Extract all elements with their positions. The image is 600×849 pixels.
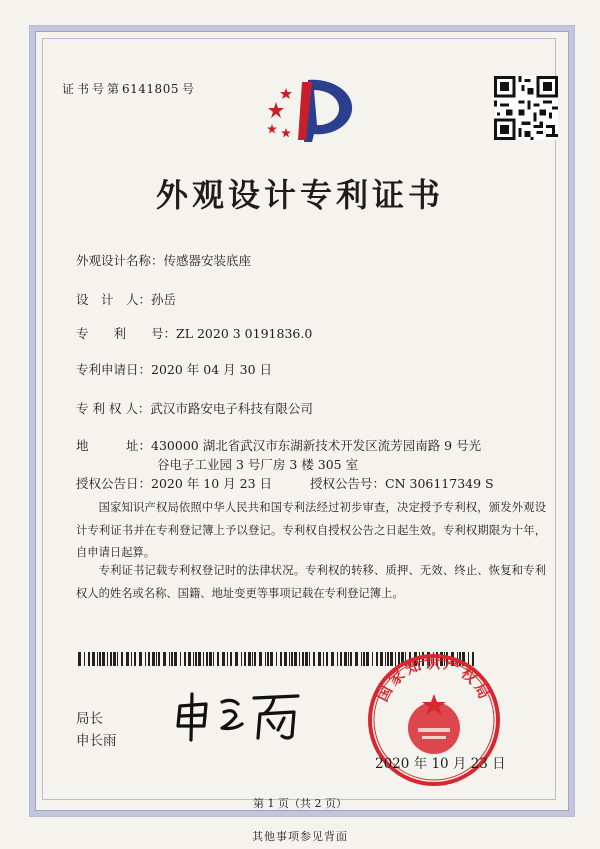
address-line-2: 谷电子工业园 3 号厂房 3 楼 305 室 (157, 457, 359, 472)
designer-value: 孙岳 (151, 292, 177, 307)
address-label: 地 址： (76, 438, 152, 453)
barcode-bar (213, 652, 214, 666)
barcode-bar (350, 652, 352, 666)
barcode-bar (227, 652, 228, 666)
barcode-bar (156, 652, 157, 666)
grant-statement-paragraph: 国家知识产权局依照中华人民共和国专利法经过初步审查，决定授予专利权，颁发外观设计专利证书并在专利登记簿上予以登记。专利权自授权公告之日起生效。专利权期限为十年，自申请日起算。 (76, 501, 546, 559)
filing-date-value: 2020 年 04 月 30 日 (151, 362, 273, 377)
barcode-bar (198, 652, 201, 666)
patentee-label: 专 利 权 人： (76, 401, 151, 416)
announcement-row (76, 474, 494, 492)
barcode-bar (230, 652, 232, 666)
barcode-bar (235, 652, 238, 666)
barcode-bar (294, 652, 297, 666)
barcode-bar (305, 652, 308, 666)
patentee-row (76, 399, 313, 417)
barcode-bar (344, 652, 347, 666)
barcode-bar (148, 652, 150, 666)
certificate-number (62, 80, 194, 97)
barcode-bar (184, 652, 186, 666)
design-name-value: 传感器安装底座 (163, 253, 252, 268)
patentee-value: 武汉市路安电子科技有限公司 (150, 401, 313, 416)
barcode-bar (180, 652, 181, 666)
designer-label: 设 计 人： (76, 292, 152, 307)
barcode-bar (284, 652, 287, 666)
barcode-bar (302, 652, 304, 666)
barcode-bar (195, 652, 197, 666)
barcode-bar (102, 652, 105, 666)
handwritten-signature (172, 684, 302, 744)
patent-number-row (76, 324, 312, 342)
barcode-bar (326, 652, 328, 666)
cert-no-value: 6141805 (122, 82, 179, 96)
barcode-bar (209, 652, 212, 666)
barcode-bar (270, 652, 273, 666)
barcode-bar (299, 652, 300, 666)
barcode-bar (331, 652, 334, 666)
barcode-bar (152, 652, 155, 666)
barcode-bar (84, 652, 85, 666)
barcode-bar (121, 652, 123, 666)
barcode-bar (206, 652, 208, 666)
legal-status-paragraph: 专利证书记载专利权登记时的法律状况。专利权的转移、质押、无效、终止、恢复和专利权人的姓名或名称、国籍、地址变更等事项记载在专利登记簿上。 (76, 564, 546, 600)
barcode-bar (348, 652, 349, 666)
director-name: 申长雨 (76, 733, 117, 749)
barcode-bar (158, 652, 160, 666)
barcode-bar (110, 652, 112, 666)
barcode-bar (193, 652, 194, 666)
patent-number-value: ZL 2020 3 0191836.0 (176, 326, 313, 341)
barcode-bar (248, 652, 251, 666)
barcode-bar (265, 652, 266, 666)
announce-number-label: 授权公告号： (310, 476, 386, 491)
barcode-bar (131, 652, 132, 666)
barcode-bar (254, 652, 256, 666)
barcode-bar (171, 652, 173, 666)
seal-date: 2020 年 10 月 23 日 (375, 756, 506, 772)
barcode-bar (309, 652, 310, 666)
announce-number-value: CN 306117349 S (385, 476, 494, 491)
barcode-bar (117, 652, 118, 666)
qr-code-icon (494, 76, 558, 140)
barcode-bar (92, 652, 95, 666)
address-line-1: 430000 湖北省武汉市东湖新技术开发区流芳园南路 9 号光 (151, 438, 482, 453)
seal-text: 国家知识产权局 (373, 654, 495, 705)
barcode-bar (241, 652, 242, 666)
barcode-bar (318, 652, 321, 666)
barcode-bar (313, 652, 315, 666)
barcode-bar (291, 652, 293, 666)
announce-number (310, 474, 494, 492)
barcode-bar (276, 652, 277, 666)
director-title: 局长 (76, 711, 103, 727)
cert-no-label: 证书号第 (62, 82, 123, 96)
barcode-bar (163, 652, 166, 666)
designer-row (76, 290, 176, 308)
barcode-bar (88, 652, 90, 666)
barcode-bar (107, 652, 108, 666)
certificate-title: 外观设计专利证书 (155, 176, 444, 214)
filing-date-label: 专利申请日： (76, 362, 152, 377)
barcode-bar (244, 652, 246, 666)
cert-no-suffix: 号 (181, 82, 195, 96)
barcode-bar (99, 652, 101, 666)
barcode-bar (113, 652, 116, 666)
barcode-bar (174, 652, 177, 666)
barcode-bar (78, 652, 81, 666)
announce-date-label: 授权公告日： (76, 476, 152, 491)
barcode-bar (145, 652, 146, 666)
filing-date-row (76, 360, 272, 378)
page-number: 第 1 页（共 2 页） (253, 797, 347, 810)
barcode-bar (126, 652, 129, 666)
address-row (76, 436, 481, 454)
barcode-bar (337, 652, 338, 666)
design-name-row (76, 251, 251, 269)
announce-date-value: 2020 年 10 月 23 日 (151, 476, 273, 491)
barcode-bar (169, 652, 170, 666)
barcode-bar (355, 652, 358, 666)
barcode-bar (222, 652, 225, 666)
barcode-bar (361, 652, 362, 666)
barcode-bar (134, 652, 136, 666)
footer-note: 其他事项参见背面 (252, 830, 348, 843)
design-name-label: 外观设计名称： (76, 253, 164, 268)
barcode-bar (267, 652, 269, 666)
barcode-bar (340, 652, 342, 666)
barcode-bar (280, 652, 282, 666)
barcode-bar (139, 652, 142, 666)
barcode-bar (259, 652, 262, 666)
cnipa-logo-icon (262, 72, 358, 144)
barcode-bar (252, 652, 253, 666)
barcode-bar (97, 652, 98, 666)
barcode-bar (323, 652, 324, 666)
barcode-bar (203, 652, 204, 666)
barcode-bar (188, 652, 191, 666)
barcode-bar (289, 652, 290, 666)
patent-number-label: 专 利 号： (76, 326, 177, 341)
barcode-bar (217, 652, 219, 666)
